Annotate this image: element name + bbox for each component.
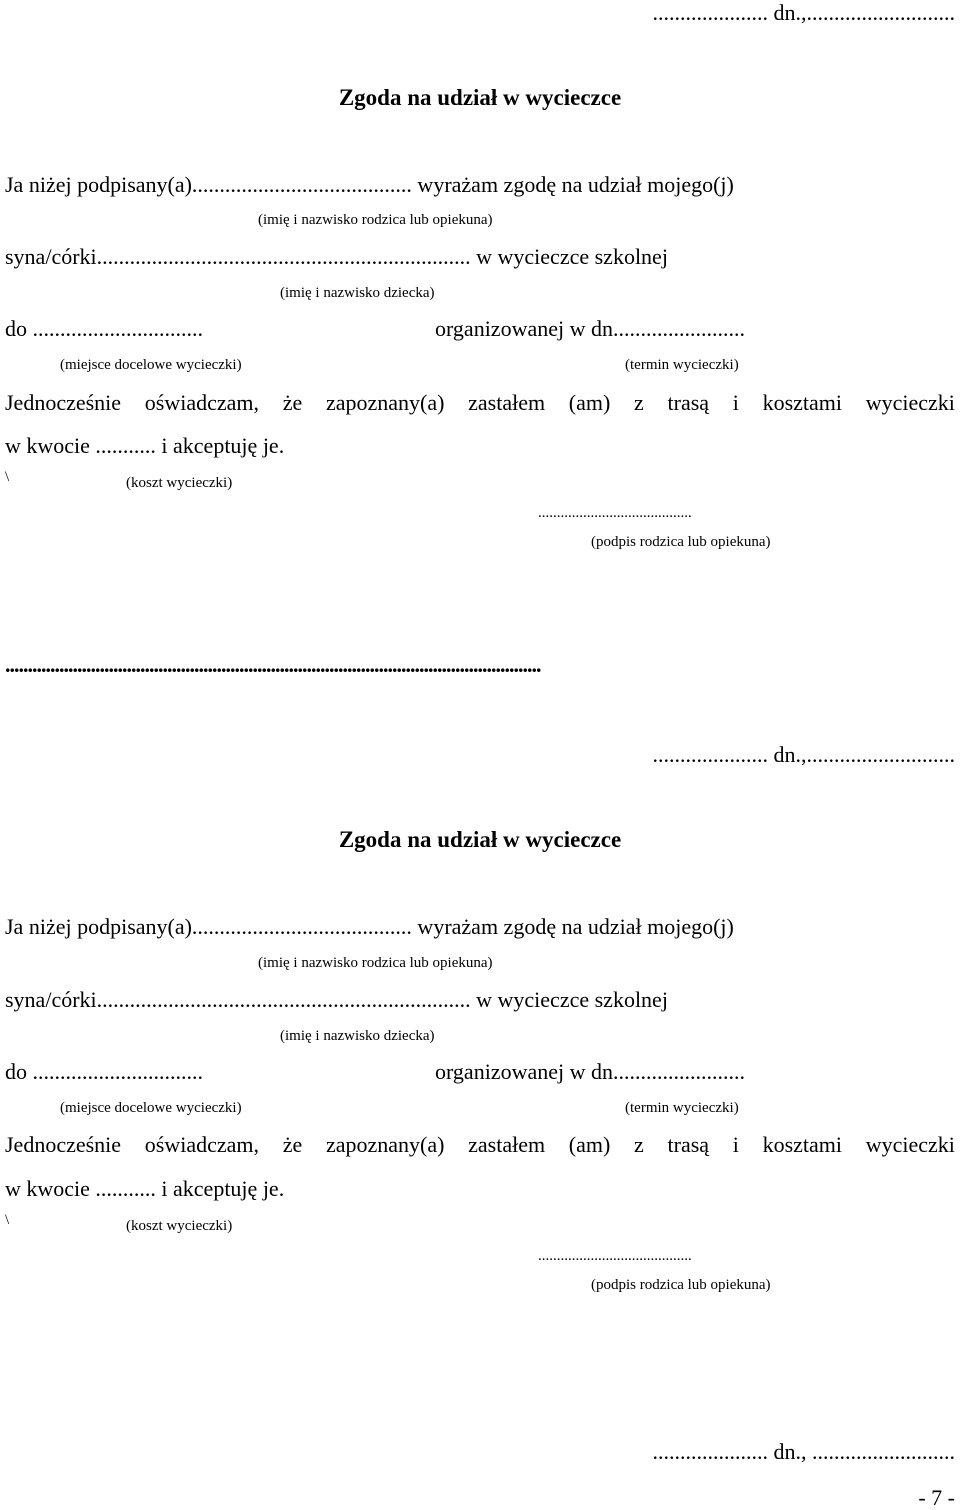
child-name-hint: (imię i nazwisko dziecka) — [280, 1028, 435, 1044]
signature-hint: (podpis rodzica lub opiekuna) — [591, 534, 771, 550]
date-line: ..................... dn.,........................... — [652, 0, 955, 25]
date-line: ..................... dn.,........................... — [652, 742, 955, 767]
trip-date-line: organizowanej w dn........................ — [435, 1059, 745, 1084]
form-title: Zgoda na udział w wycieczce — [338, 827, 622, 852]
parent-name-line: Ja niżej podpisany(a)........................................ wyrażam zgodę na udział mojego(j) — [5, 914, 734, 939]
parent-name-hint: (imię i nazwisko rodzica lub opiekuna) — [258, 212, 493, 228]
backslash-mark: \ — [5, 469, 10, 485]
destination-hint: (miejsce docelowe wycieczki) — [60, 1100, 242, 1116]
page-number: - 7 - — [918, 1485, 955, 1510]
trip-date-line: organizowanej w dn........................ — [435, 316, 745, 341]
destination-line: do ............................... — [5, 1059, 203, 1084]
child-name-hint: (imię i nazwisko dziecka) — [280, 285, 435, 301]
date-line: ..................... dn., .......................... — [652, 1439, 955, 1464]
child-name-line: syna/córki.................................................................... w wycieczce szkolnej — [5, 244, 668, 269]
trip-date-hint: (termin wycieczki) — [625, 357, 739, 373]
child-name-line: syna/córki.................................................................... w wycieczce szkolnej — [5, 987, 668, 1012]
signature-line: ......................................... — [538, 505, 692, 521]
form-title: Zgoda na udział w wycieczce — [338, 85, 622, 110]
cost-line: w kwocie ........... i akceptuję je. — [5, 433, 285, 458]
cost-hint: (koszt wycieczki) — [126, 475, 233, 491]
signature-line: ......................................... — [538, 1248, 692, 1264]
destination-hint: (miejsce docelowe wycieczki) — [60, 357, 242, 373]
signature-hint: (podpis rodzica lub opiekuna) — [591, 1277, 771, 1293]
destination-line: do ............................... — [5, 316, 203, 341]
cost-hint: (koszt wycieczki) — [126, 1218, 233, 1234]
cut-line-separator: ....................................................................................................................... — [5, 654, 541, 676]
declaration-line: Jednocześnie oświadczam, że zapoznany(a) zastałem (am) z trasą i kosztami wycieczki — [5, 1132, 955, 1157]
cost-line: w kwocie ........... i akceptuję je. — [5, 1176, 285, 1201]
parent-name-line: Ja niżej podpisany(a)........................................ wyrażam zgodę na udział mojego(j) — [5, 172, 734, 197]
declaration-line: Jednocześnie oświadczam, że zapoznany(a) zastałem (am) z trasą i kosztami wycieczki — [5, 390, 955, 415]
parent-name-hint: (imię i nazwisko rodzica lub opiekuna) — [258, 955, 493, 971]
trip-date-hint: (termin wycieczki) — [625, 1100, 739, 1116]
backslash-mark: \ — [5, 1212, 10, 1228]
